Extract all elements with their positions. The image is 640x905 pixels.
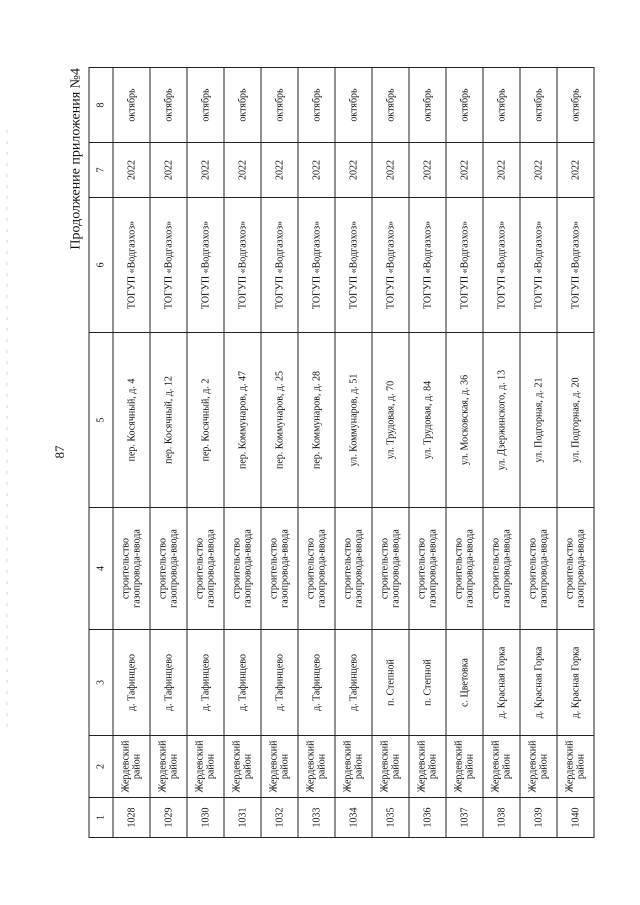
organization-cell: ТОГУП «Водгазхоз» <box>113 197 150 332</box>
address-cell: пер. Коммунаров, д. 47 <box>224 332 261 507</box>
address-cell: ул. Подгорная, д. 20 <box>557 332 594 507</box>
district-cell: Жердевский район <box>372 735 409 797</box>
address-cell: ул. Трудовая, д. 70 <box>372 332 409 507</box>
month-cell: октябрь <box>446 67 483 142</box>
address-cell: ул. Подгорная, д. 21 <box>520 332 557 507</box>
month-cell: октябрь <box>261 67 298 142</box>
row-number-cell: 1028 <box>113 797 150 837</box>
organization-cell: ТОГУП «Водгазхоз» <box>187 197 224 332</box>
row-number-cell: 1034 <box>335 797 372 837</box>
month-cell: октябрь <box>113 67 150 142</box>
settlement-cell: д. Тафинцево <box>113 629 150 735</box>
settlement-cell: д. Тафинцево <box>187 629 224 735</box>
organization-cell: ТОГУП «Водгазхоз» <box>372 197 409 332</box>
organization-cell: ТОГУП «Водгазхоз» <box>446 197 483 332</box>
column-number: 8 <box>89 67 113 142</box>
settlement-cell: д. Красная Горка <box>520 629 557 735</box>
work-type-cell: строительство газопровода-ввода <box>224 507 261 629</box>
table-row <box>483 67 520 837</box>
month-cell: октябрь <box>298 67 335 142</box>
settlement-cell: д. Тафинцево <box>335 629 372 735</box>
address-cell: ул. Московская, д. 36 <box>446 332 483 507</box>
year-cell: 2022 <box>261 142 298 197</box>
column-number: 3 <box>89 629 113 735</box>
organization-cell: ТОГУП «Водгазхоз» <box>298 197 335 332</box>
district-cell: Жердевский район <box>187 735 224 797</box>
table-row <box>446 67 483 837</box>
organization-cell: ТОГУП «Водгазхоз» <box>224 197 261 332</box>
district-cell: Жердевский район <box>150 735 187 797</box>
year-cell: 2022 <box>187 142 224 197</box>
row-number-cell: 1035 <box>372 797 409 837</box>
month-cell: октябрь <box>372 67 409 142</box>
month-cell: октябрь <box>187 67 224 142</box>
row-number-cell: 1037 <box>446 797 483 837</box>
work-type-cell: строительство газопровода-ввода <box>187 507 224 629</box>
work-type-cell: строительство газопровода-ввода <box>483 507 520 629</box>
work-type-cell: строительство газопровода-ввода <box>446 507 483 629</box>
address-cell: пер. Косячный, д. 4 <box>113 332 150 507</box>
organization-cell: ТОГУП «Водгазхоз» <box>557 197 594 332</box>
work-type-cell: строительство газопровода-ввода <box>409 507 446 629</box>
month-cell: октябрь <box>483 67 520 142</box>
row-number-cell: 1030 <box>187 797 224 837</box>
row-number-cell: 1040 <box>557 797 594 837</box>
column-number: 7 <box>89 142 113 197</box>
row-number-cell: 1039 <box>520 797 557 837</box>
table-row <box>224 67 261 837</box>
row-number-cell: 1036 <box>409 797 446 837</box>
table-row <box>557 67 594 837</box>
district-cell: Жердевский район <box>298 735 335 797</box>
appendix-table <box>89 67 595 838</box>
district-cell: Жердевский район <box>446 735 483 797</box>
table-row <box>113 67 150 837</box>
scan-edge-artifact <box>6 130 8 730</box>
page-number: 87 <box>52 445 67 459</box>
address-cell: пер. Коммунаров, д. 28 <box>298 332 335 507</box>
work-type-cell: строительство газопровода-ввода <box>520 507 557 629</box>
row-number-cell: 1038 <box>483 797 520 837</box>
address-cell: пер. Коммунаров, д. 25 <box>261 332 298 507</box>
settlement-cell: п. Степной <box>409 629 446 735</box>
year-cell: 2022 <box>520 142 557 197</box>
year-cell: 2022 <box>409 142 446 197</box>
table-row <box>372 67 409 837</box>
column-number: 6 <box>89 197 113 332</box>
year-cell: 2022 <box>372 142 409 197</box>
district-cell: Жердевский район <box>409 735 446 797</box>
table-row <box>520 67 557 837</box>
settlement-cell: д. Тафинцево <box>224 629 261 735</box>
year-cell: 2022 <box>483 142 520 197</box>
address-cell: ул. Дзержинского, д. 13 <box>483 332 520 507</box>
column-number: 4 <box>89 507 113 629</box>
district-cell: Жердевский район <box>113 735 150 797</box>
settlement-cell: с. Цветовка <box>446 629 483 735</box>
row-number-cell: 1033 <box>298 797 335 837</box>
year-cell: 2022 <box>446 142 483 197</box>
work-type-cell: строительство газопровода-ввода <box>150 507 187 629</box>
organization-cell: ТОГУП «Водгазхоз» <box>409 197 446 332</box>
table-row <box>335 67 372 837</box>
address-cell: ул. Трудовая, д. 84 <box>409 332 446 507</box>
settlement-cell: д. Красная Горка <box>483 629 520 735</box>
address-cell: ул. Коммунаров, д. 51 <box>335 332 372 507</box>
year-cell: 2022 <box>557 142 594 197</box>
address-cell: пер. Косячный, д. 12 <box>150 332 187 507</box>
address-cell: пер. Косячный, д. 2 <box>187 332 224 507</box>
year-cell: 2022 <box>298 142 335 197</box>
work-type-cell: строительство газопровода-ввода <box>298 507 335 629</box>
work-type-cell: строительство газопровода-ввода <box>261 507 298 629</box>
month-cell: октябрь <box>520 67 557 142</box>
district-cell: Жердевский район <box>261 735 298 797</box>
column-number: 5 <box>89 332 113 507</box>
year-cell: 2022 <box>224 142 261 197</box>
work-type-cell: строительство газопровода-ввода <box>113 507 150 629</box>
month-cell: октябрь <box>224 67 261 142</box>
month-cell: октябрь <box>409 67 446 142</box>
month-cell: октябрь <box>150 67 187 142</box>
work-type-cell: строительство газопровода-ввода <box>335 507 372 629</box>
rotated-document <box>68 67 587 838</box>
district-cell: Жердевский район <box>520 735 557 797</box>
district-cell: Жердевский район <box>557 735 594 797</box>
work-type-cell: строительство газопровода-ввода <box>372 507 409 629</box>
settlement-cell: д. Красная Горка <box>557 629 594 735</box>
district-cell: Жердевский район <box>224 735 261 797</box>
year-cell: 2022 <box>113 142 150 197</box>
district-cell: Жердевский район <box>483 735 520 797</box>
settlement-cell: д. Тафинцево <box>298 629 335 735</box>
year-cell: 2022 <box>150 142 187 197</box>
month-cell: октябрь <box>335 67 372 142</box>
column-number: 1 <box>89 797 113 837</box>
settlement-cell: п. Степной <box>372 629 409 735</box>
table-row <box>150 67 187 837</box>
organization-cell: ТОГУП «Водгазхоз» <box>520 197 557 332</box>
year-cell: 2022 <box>335 142 372 197</box>
row-number-cell: 1029 <box>150 797 187 837</box>
row-number-cell: 1032 <box>261 797 298 837</box>
organization-cell: ТОГУП «Водгазхоз» <box>483 197 520 332</box>
month-cell: октябрь <box>557 67 594 142</box>
settlement-cell: д. Тафинцево <box>150 629 187 735</box>
organization-cell: ТОГУП «Водгазхоз» <box>261 197 298 332</box>
organization-cell: ТОГУП «Водгазхоз» <box>335 197 372 332</box>
table-row <box>298 67 335 837</box>
table-row <box>409 67 446 837</box>
district-cell: Жердевский район <box>335 735 372 797</box>
organization-cell: ТОГУП «Водгазхоз» <box>150 197 187 332</box>
column-number-row <box>89 67 113 837</box>
appendix-title: Продолжение приложения №4 <box>68 67 84 250</box>
work-type-cell: строительство газопровода-ввода <box>557 507 594 629</box>
row-number-cell: 1031 <box>224 797 261 837</box>
table-row <box>187 67 224 837</box>
settlement-cell: д. Тафинцево <box>261 629 298 735</box>
table-row <box>261 67 298 837</box>
column-number: 2 <box>89 735 113 797</box>
